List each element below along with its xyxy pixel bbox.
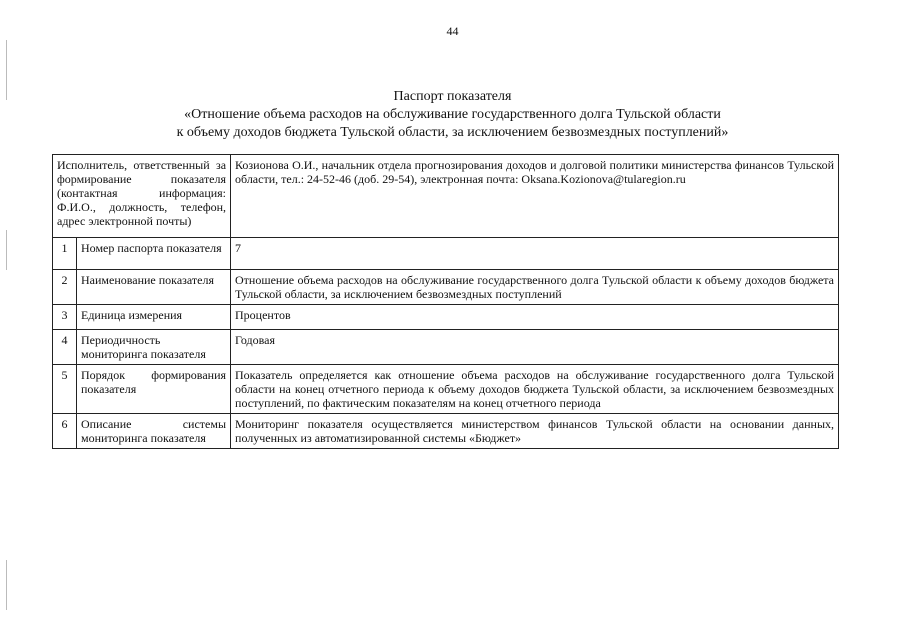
- table-row: [53, 330, 839, 365]
- table-row: [53, 305, 839, 330]
- row-value: Показатель определяется как отношение объема расходов на обслуживание государственного долга Тульской области на конец отчетного периода к объему доходов бюджета Тульской области, за исключением безвозмездных поступлений, по фактическим показателям на конец отчетного периода: [231, 365, 839, 414]
- row-value: Процентов: [231, 305, 839, 330]
- passport-table: [52, 154, 839, 449]
- row-value: Годовая: [231, 330, 839, 365]
- row-number: 6: [53, 414, 77, 449]
- header-value: Козионова О.И., начальник отдела прогнозирования доходов и долговой политики министерства финансов Тульской области, тел.: 24-52-46 (доб. 29-54), электронная почта: Oksana.Kozionova@tularegion.ru: [231, 155, 839, 238]
- document-title: [0, 88, 905, 142]
- row-label: Единица измерения: [77, 305, 231, 330]
- table-row: [53, 270, 839, 305]
- table-row: [53, 238, 839, 270]
- scan-margin-line: [6, 230, 7, 270]
- page-number: 44: [446, 24, 459, 38]
- row-label: Наименование показателя: [77, 270, 231, 305]
- table-row: [53, 365, 839, 414]
- row-number: 2: [53, 270, 77, 305]
- header-label: Исполнитель, ответственный за формирование показателя (контактная информация: Ф.И.О., должность, телефон, адрес электронной почты): [53, 155, 231, 238]
- row-number: 3: [53, 305, 77, 330]
- title-line-2: «Отношение объема расходов на обслуживание государственного долга Тульской области: [184, 107, 721, 122]
- title-line-1: Паспорт показателя: [393, 89, 512, 104]
- row-value: Мониторинг показателя осуществляется министерством финансов Тульской области на основании данных, полученных из автоматизированной системы «Бюджет»: [231, 414, 839, 449]
- title-line-3: к объему доходов бюджета Тульской области, за исключением безвозмездных поступлений»: [176, 125, 729, 140]
- row-label: Периодичность мониторинга показателя: [77, 330, 231, 365]
- row-number: 4: [53, 330, 77, 365]
- row-label: Номер паспорта показателя: [77, 238, 231, 270]
- table-row-header: [53, 155, 839, 238]
- row-value: 7: [231, 238, 839, 270]
- row-value: Отношение объема расходов на обслуживание государственного долга Тульской области к объему доходов бюджета Тульской области, за исключением безвозмездных поступлений: [231, 270, 839, 305]
- row-label: Описание системы мониторинга показателя: [77, 414, 231, 449]
- row-number: 1: [53, 238, 77, 270]
- table-row: [53, 414, 839, 449]
- scan-margin-line: [6, 560, 7, 610]
- row-number: 5: [53, 365, 77, 414]
- row-label: Порядок формирования показателя: [77, 365, 231, 414]
